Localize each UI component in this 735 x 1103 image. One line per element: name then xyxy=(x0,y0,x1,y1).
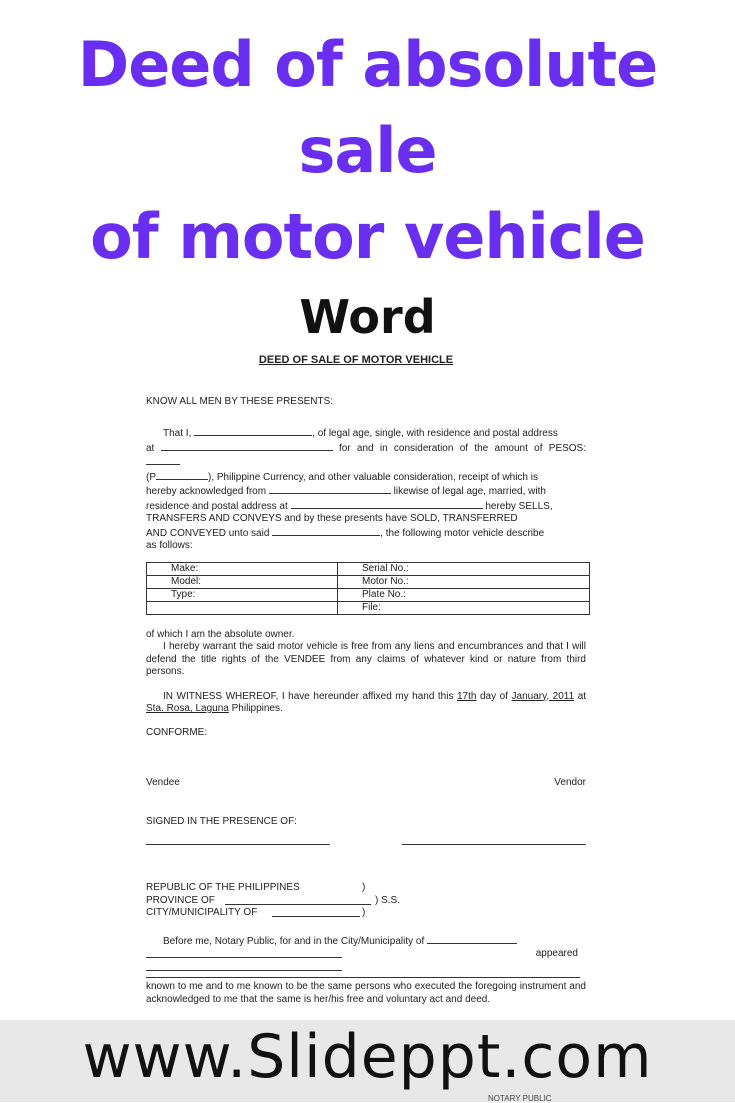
hero-line-3: of motor vehicle xyxy=(90,200,645,273)
buyer-name-blank xyxy=(269,484,391,494)
hero-subtitle: Word xyxy=(299,290,436,344)
notary-public-label: NOTARY PUBLIC xyxy=(488,1094,552,1103)
document-intro: KNOW ALL MEN BY THESE PRESENTS: xyxy=(146,395,334,407)
hero-line-1: Deed of absolute xyxy=(77,28,658,101)
table-row: Make: Serial No.: xyxy=(147,562,590,575)
conforme-label: CONFORME: xyxy=(146,726,208,738)
consideration-paragraph: That I, , of legal age, single, with residence and postal address at for and in consideration of the amount of PESOS: (P ), Philippine Currency, and other valuable consideration, receipt of which is hereby acknowledged from likewise of legal age, married, with residence and postal address at hereby SELLS, TRANSFERS AND CONVEYS and by these presents have SOLD, TRANSFERRED AND CONVEYED unto said , the following motor vehicle describe as follows: xyxy=(146,428,587,551)
witness-signature-line-1 xyxy=(146,844,330,845)
buyer-address-blank xyxy=(291,499,483,509)
appearer-blank-1 xyxy=(146,948,342,958)
table-row: File: xyxy=(147,601,590,614)
warranty-paragraph: I hereby warrant the said motor vehicle is free from any liens and encumbrances and that I will defend the title rights of the VENDEE from any claims of whatever kind or nature from third persons. xyxy=(146,641,586,677)
known-paragraph: known to me and to me known to be the same persons who executed the foregoing instrument and acknowledged to me that the same is her/his free and voluntary act and deed. xyxy=(146,981,586,1005)
amount-blank xyxy=(156,470,208,480)
seller-address-blank xyxy=(161,441,333,451)
vehicle-details-table xyxy=(146,562,590,615)
hero-title xyxy=(0,22,735,280)
witness-signature-line-2 xyxy=(402,844,586,845)
party-labels xyxy=(146,777,586,790)
document-title: DEED OF SALE OF MOTOR VEHICLE xyxy=(258,354,454,366)
owner-statement: of which I am the absolute owner. xyxy=(146,628,295,640)
document-page xyxy=(146,354,586,1006)
vendee-name-blank xyxy=(272,526,380,536)
seller-name-blank xyxy=(194,426,312,436)
footer-site-url[interactable]: www.Slideppt.com xyxy=(82,1022,653,1092)
witness-paragraph: IN WITNESS WHEREOF, I have hereunder affixed my hand this 17th day of January, 2011 at Sta. Rosa, Laguna Philippines. xyxy=(146,690,587,714)
appearer-blank-3 xyxy=(146,969,580,978)
table-row: Model: Motor No.: xyxy=(147,575,590,588)
notary-venue: REPUBLIC OF THE PHILIPPINES ) PROVINCE OF ) S.S. CITY/MUNICIPALITY OF ) xyxy=(146,882,401,918)
table-row: Type: Plate No.: xyxy=(147,588,590,601)
notary-city-blank xyxy=(427,934,517,944)
vendor-label: Vendor xyxy=(554,777,586,788)
province-blank xyxy=(225,895,371,905)
notary-acknowledgment: Before me, Notary Public, for and in the City/Municipality of appeared known to me and to me known to be the same persons who executed the foregoing instrument and acknowledged to me that the same is her/his free and voluntary act and deed. xyxy=(146,935,586,1005)
signed-presence-label: SIGNED IN THE PRESENCE OF: xyxy=(146,815,297,827)
hero-line-2: sale xyxy=(298,114,437,187)
city-blank xyxy=(272,907,360,917)
vendee-label: Vendee xyxy=(146,777,180,788)
pesos-blank xyxy=(146,455,180,465)
